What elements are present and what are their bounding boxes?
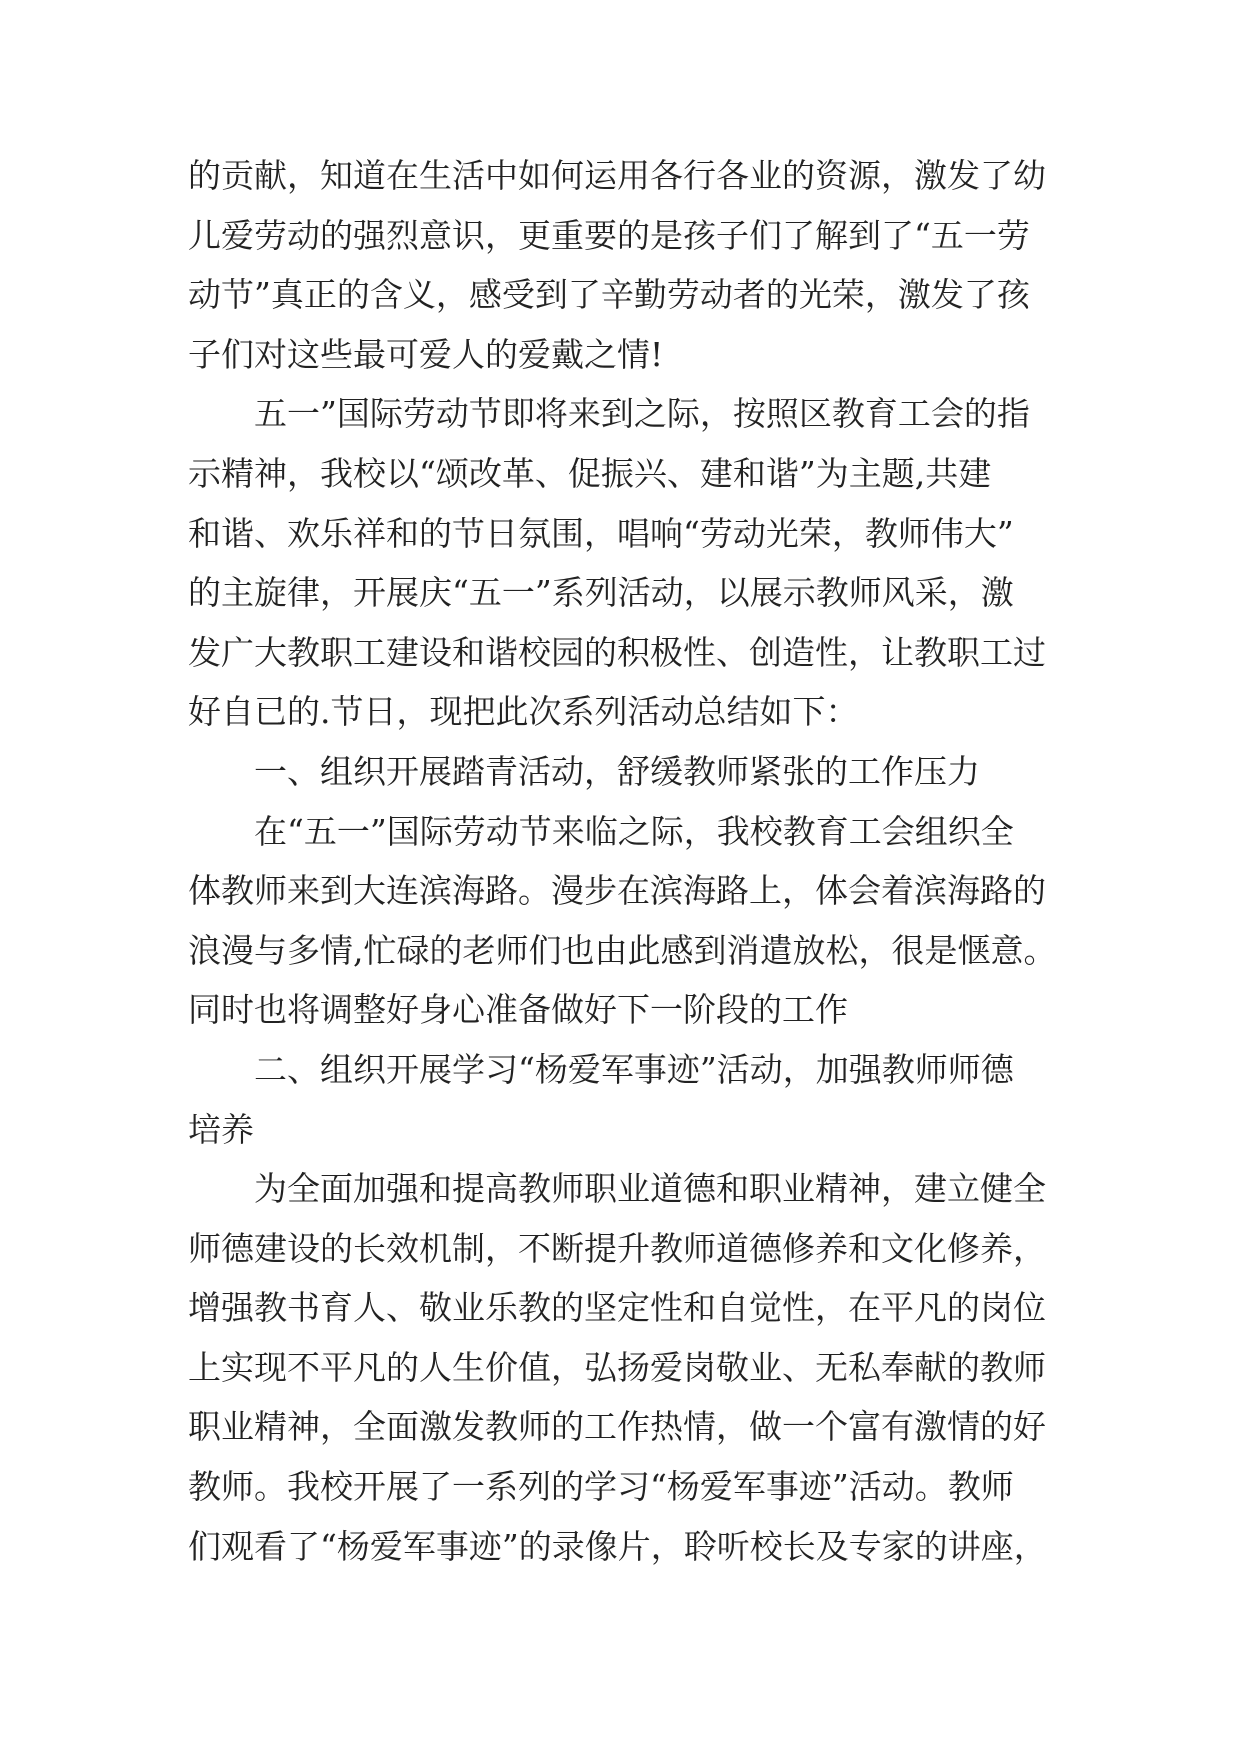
text-line: 增强教书育人、敬业乐教的坚定性和自觉性，在平凡的岗位: [188, 1288, 1046, 1328]
document-body: [188, 146, 1058, 1576]
section-heading-2: 二、组织开展学习“杨爱军事迹”活动，加强教师师德: [254, 1049, 1014, 1089]
text-line: 浪漫与多情,忙碌的老师们也由此感到消遣放松，很是惬意。: [188, 930, 1057, 970]
text-line: 职业精神，全面激发教师的工作热情，做一个富有激情的好: [188, 1407, 1046, 1447]
paragraph-start-line: 五一”国际劳动节即将来到之际，按照区教育工会的指: [254, 394, 1030, 434]
text-line: 的贡献，知道在生活中如何运用各行各业的资源，激发了幼: [188, 156, 1046, 195]
text-line: 示精神，我校以“颂改革、促振兴、建和谐”为主题,共建: [188, 453, 992, 493]
text-line: 师德建设的长效机制，不断提升教师道德修养和文化修养，: [188, 1228, 1046, 1268]
paragraph-start-line: 在“五一”国际劳动节来临之际，我校教育工会组织全: [254, 811, 1014, 851]
text-line: 们观看了“杨爱军事迹”的录像片，聆听校长及专家的讲座，: [188, 1526, 1047, 1566]
text-line: 和谐、欢乐祥和的节日氛围，唱响“劳动光荣，教师伟大”: [188, 513, 1014, 553]
text-line: 体教师来到大连滨海路。漫步在滨海路上，体会着滨海路的: [188, 871, 1046, 911]
text-line: 同时也将调整好身心准备做好下一阶段的工作: [188, 990, 848, 1030]
text-line: 动节”真正的含义，感受到了辛勤劳动者的光荣，激发了孩: [188, 275, 1030, 315]
section-heading-2-continued: 培养: [188, 1109, 254, 1149]
section-heading-1: 一、组织开展踏青活动，舒缓教师紧张的工作压力: [254, 751, 980, 791]
text-line: 的主旋律，开展庆“五一”系列活动，以展示教师风采，激: [188, 573, 1014, 613]
text-line: 上实现不平凡的人生价值，弘扬爱岗敬业、无私奉献的教师: [188, 1347, 1046, 1387]
text-line: 儿爱劳动的强烈意识，更重要的是孩子们了解到了“五一劳: [188, 215, 1030, 255]
text-line: 发广大教职工建设和谐校园的积极性、创造性，让教职工过: [188, 632, 1046, 672]
paragraph-start-line: 为全面加强和提高教师职业道德和职业精神，建立健全: [254, 1169, 1046, 1209]
text-line: 好自已的.节日，现把此次系列活动总结如下：: [188, 692, 859, 732]
text-line: 子们对这些最可爱人的爱戴之情!: [188, 334, 664, 374]
text-line: 教师。我校开展了一系列的学习“杨爱军事迹”活动。教师: [188, 1467, 1014, 1507]
